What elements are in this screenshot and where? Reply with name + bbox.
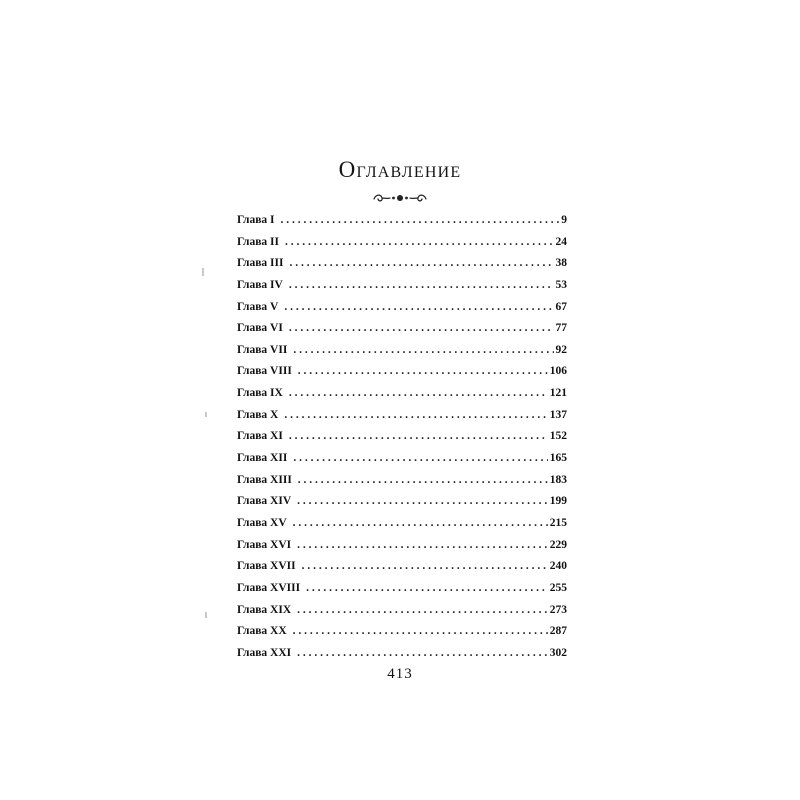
toc-entry-page-number: 137 [549,408,567,421]
toc-entry-label: Глава IV [237,278,283,291]
toc-entry-page-number: 77 [555,322,567,335]
toc-entry-page-number: 53 [555,278,567,291]
table-of-contents [237,214,567,668]
toc-entry-page-number: 9 [561,214,567,226]
toc-dot-leader [302,560,548,572]
toc-dot-leader [281,214,560,226]
toc-entry-label: Глава III [237,257,284,270]
toc-entry-page-number: 255 [549,581,567,594]
toc-dot-leader [293,452,547,464]
toc-entry[interactable] [237,604,567,626]
margin-mark [205,612,207,618]
toc-dot-leader [297,647,548,659]
toc-entry-page-number: 287 [549,625,567,638]
toc-entry-page-number: 165 [549,452,567,465]
toc-entry[interactable] [237,517,567,539]
toc-entry[interactable] [237,322,567,344]
page-title: Оглавление [338,157,462,182]
toc-entry[interactable] [237,236,567,258]
toc-entry[interactable] [237,387,567,409]
toc-entry-label: Глава XIX [237,603,292,616]
toc-dot-leader [284,301,553,313]
toc-entry[interactable] [237,344,567,366]
toc-dot-leader [297,604,548,616]
toc-entry-label: Глава XIII [237,473,292,486]
toc-entry[interactable] [237,560,567,582]
toc-entry-page-number: 240 [549,560,567,573]
toc-entry-label: Глава XIV [237,495,292,508]
toc-dot-leader [297,539,548,551]
page-number: 413 [387,666,413,682]
toc-entry-page-number: 92 [555,343,567,356]
toc-entry-page-number: 199 [549,495,567,508]
toc-entry-label: Глава XI [237,430,283,443]
toc-dot-leader [298,365,548,377]
toc-entry[interactable] [237,474,567,496]
toc-dot-leader [285,236,553,248]
toc-entry-label: Глава XXI [237,646,292,659]
toc-dot-leader [289,387,548,399]
toc-dot-leader [293,344,553,356]
toc-entry[interactable] [237,279,567,301]
toc-entry-page-number: 229 [549,538,567,551]
toc-entry[interactable] [237,452,567,474]
toc-entry-page-number: 183 [549,473,567,486]
toc-dot-leader [289,279,554,291]
toc-entry[interactable] [237,625,567,647]
toc-entry[interactable] [237,582,567,604]
toc-entry[interactable] [237,301,567,323]
toc-entry-page-number: 38 [555,257,567,270]
toc-entry-label: Глава II [237,235,280,248]
toc-entry-label: Глава I [237,214,275,226]
toc-entry-label: Глава IX [237,387,283,400]
toc-entry-page-number: 106 [549,365,567,378]
toc-entry[interactable] [237,409,567,431]
toc-dot-leader [306,582,548,594]
toc-entry-page-number: 67 [555,300,567,313]
toc-dot-leader [293,625,548,637]
toc-entry-label: Глава V [237,300,279,313]
toc-entry[interactable] [237,495,567,517]
toc-entry-label: Глава VII [237,343,288,356]
toc-dot-leader [289,430,548,442]
toc-entry[interactable] [237,257,567,279]
toc-entry-label: Глава XVIII [237,581,301,594]
toc-entry-label: Глава VIII [237,365,292,378]
toc-dot-leader [284,409,547,421]
toc-dot-leader [297,495,548,507]
margin-mark [202,268,204,276]
toc-entry-page-number: 302 [549,646,567,659]
toc-dot-leader [289,257,553,269]
toc-dot-leader [293,517,548,529]
toc-entry[interactable] [237,430,567,452]
toc-entry-page-number: 152 [549,430,567,443]
toc-entry[interactable] [237,539,567,561]
toc-dot-leader [289,322,554,334]
toc-entry-label: Глава XX [237,625,287,638]
toc-entry-label: Глава XVII [237,560,296,573]
fleuron-ornament-icon [372,190,428,206]
toc-entry-label: Глава VI [237,322,283,335]
margin-mark [205,412,207,417]
toc-dot-leader [298,474,548,486]
toc-entry-page-number: 273 [549,603,567,616]
toc-entry-page-number: 121 [549,387,567,400]
toc-entry-label: Глава X [237,408,279,421]
toc-entry-page-number: 24 [555,235,567,248]
toc-entry-page-number: 215 [549,516,567,529]
toc-entry-label: Глава XII [237,452,288,465]
toc-entry-label: Глава XVI [237,538,292,551]
toc-entry[interactable] [237,365,567,387]
toc-entry[interactable] [237,214,567,236]
toc-entry-label: Глава XV [237,516,287,529]
